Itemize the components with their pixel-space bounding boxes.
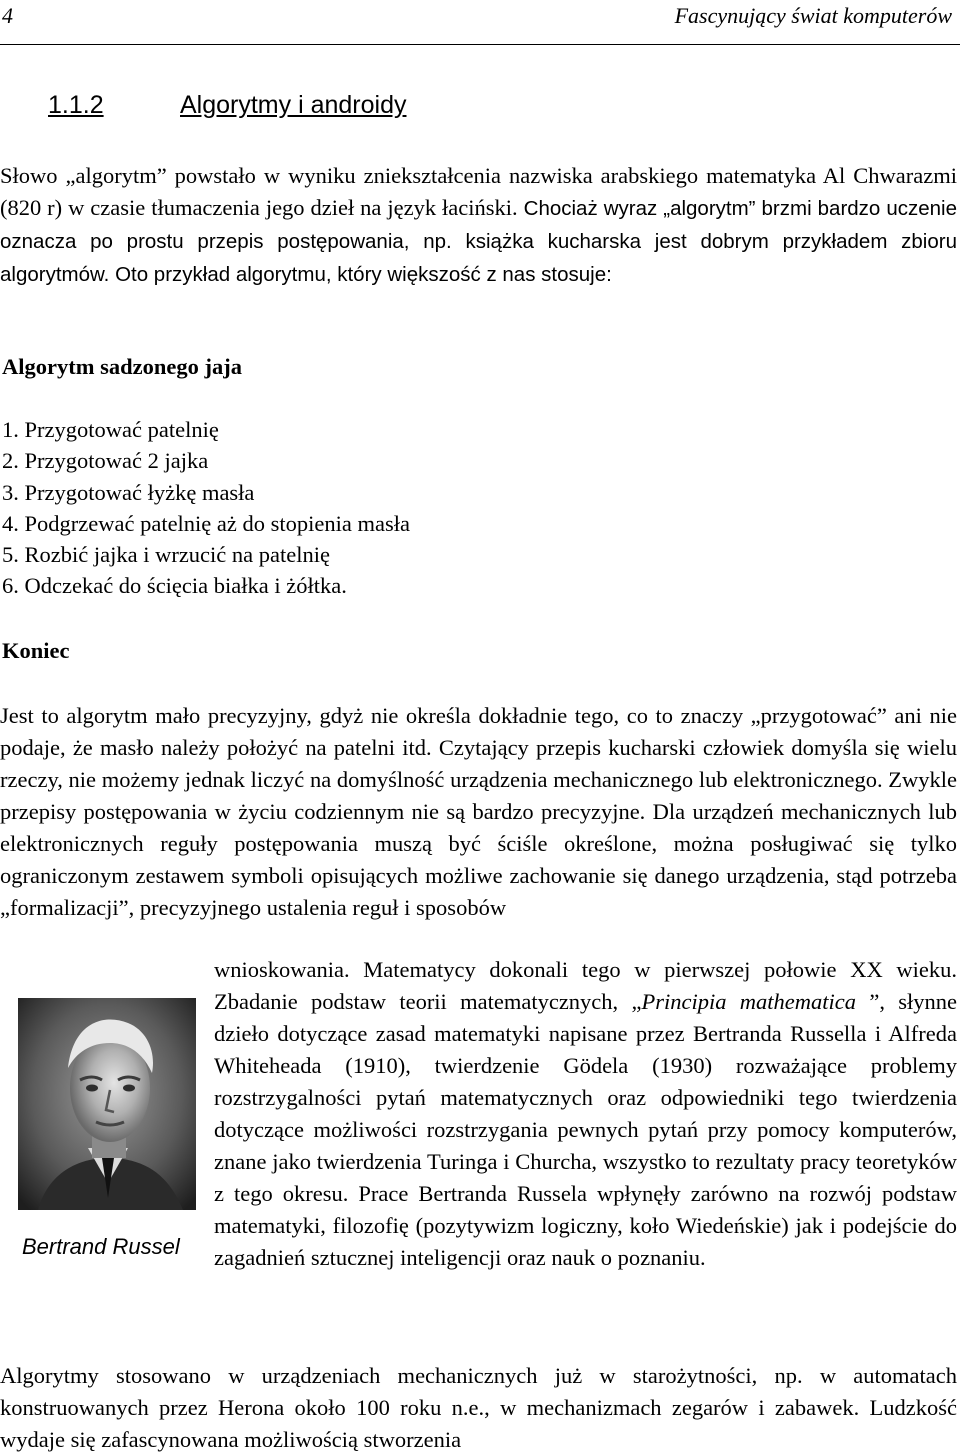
section-heading xyxy=(48,88,406,122)
page-number: 4 xyxy=(2,3,13,28)
section-title: Algorytmy i androidy xyxy=(180,91,407,119)
algorithm-step: 5. Rozbić jajka i wrzucić na patelnię xyxy=(2,542,330,568)
algorithm-step: 2. Przygotować 2 jajka xyxy=(2,448,209,474)
intro-text-serif: Słowo „algorytm” powstało w wyniku zniekształcenia nazwiska arabskiego matematyka Al Chwarazmi (820 r) w czasie tłumaczenia jego dzieł na język łaciński. xyxy=(0,163,957,220)
body-paragraph-text: Jest to algorytm mało precyzyjny, gdyż nie określa dokładnie tego, co to znaczy „przygotować” ani nie podaje, że masło należy położyć na patelni itd. Czytający przepis kucharski człowiek domyśla się wielu rzeczy, nie możemy jednak liczyć na domyślność urządzenia mechanicznego lub elektronicznego. Zwykle przepisy postępowania w życiu codziennym nie są bardzo precyzyjne. Dla urządzeń mechanicznych lub elektronicznych reguły postępowania muszą być ściśle określone, można posługiwać się tylko ograniczonym zestawem symboli opisujących możliwe zachowanie się danego urządzenia, stąd potrzeba „formalizacji”, precyzyjnego ustalenia reguł i sposobów xyxy=(0,703,957,920)
body-paragraph xyxy=(0,700,957,924)
algorithm-step: 4. Podgrzewać patelnię aż do stopienia masła xyxy=(2,510,410,536)
wrap-paragraph xyxy=(214,954,957,1274)
closing-paragraph-text: Algorytmy stosowano w urządzeniach mechanicznych już w starożytności, np. w automatach konstruowanych przez Herona około 100 roku n.e., w mechanizmach zegarów i zabawek. Ludzkość wydaje się zafascynowana możliwością stworzenia xyxy=(0,1363,957,1452)
algorithm-step: 6. Odczekać do ścięcia białka i żółtka. xyxy=(2,573,347,599)
book-title: Fascynujący świat komputerów xyxy=(674,3,952,28)
running-header xyxy=(0,0,960,45)
algorithm-step: 3. Przygotować łyżkę masła xyxy=(2,479,255,505)
intro-text-sans: Chociaż wyraz „algorytm” brzmi bardzo uczenie oznacza po prostu przepis postępowania, np. książka kucharska jest dobrym przykładem zbioru algorytmów. Oto przykład algorytmu, który większość z nas stosuje: xyxy=(0,197,957,286)
algorithm-steps xyxy=(2,414,410,602)
principia-title: Principia mathematica xyxy=(641,989,857,1014)
portrait-photo xyxy=(18,998,196,1210)
algorithm-step: 1. Przygotować patelnię xyxy=(2,417,219,442)
portrait-caption: Bertrand Russel xyxy=(22,1234,180,1259)
wrap-text-after: ”, słynne dzieło dotyczące zasad matematyki napisane przez Bertranda Russella i Alfreda Whiteheada (1910), twierdzenie Gödela (1930) rozważające problemy rozstrzygalności pytań matematycznych oraz odpowiedniki tego twierdzenia dotyczące możliwości rozstrzygania pewnych pytań przy pomocy komputerów, znane jako twierdzenia Turinga i Churcha, wszystko to rezultaty pracy teoretyków z tego okresu. Prace Bertranda Russela wpłynęły zarówno na rozwój podstaw matematyki, filozofię (pozytywizm logiczny, koło Wiedeńskie) jak i podejście do zagadnień sztucznej inteligencji oraz nauk o poznaniu. xyxy=(214,989,958,1270)
section-number: 1.1.2 xyxy=(48,91,104,119)
closing-paragraph xyxy=(0,1360,957,1456)
algorithm-end-label: Koniec xyxy=(2,638,70,663)
algorithm-title: Algorytm sadzonego jaja xyxy=(2,354,242,379)
portrait-image xyxy=(18,998,196,1210)
wrap-text-before: wnioskowania. Matematycy dokonali tego w pierwszej połowie XX wieku. Zbadanie podstaw teorii matematycznych, „ xyxy=(214,957,957,1014)
intro-paragraph xyxy=(0,160,957,291)
